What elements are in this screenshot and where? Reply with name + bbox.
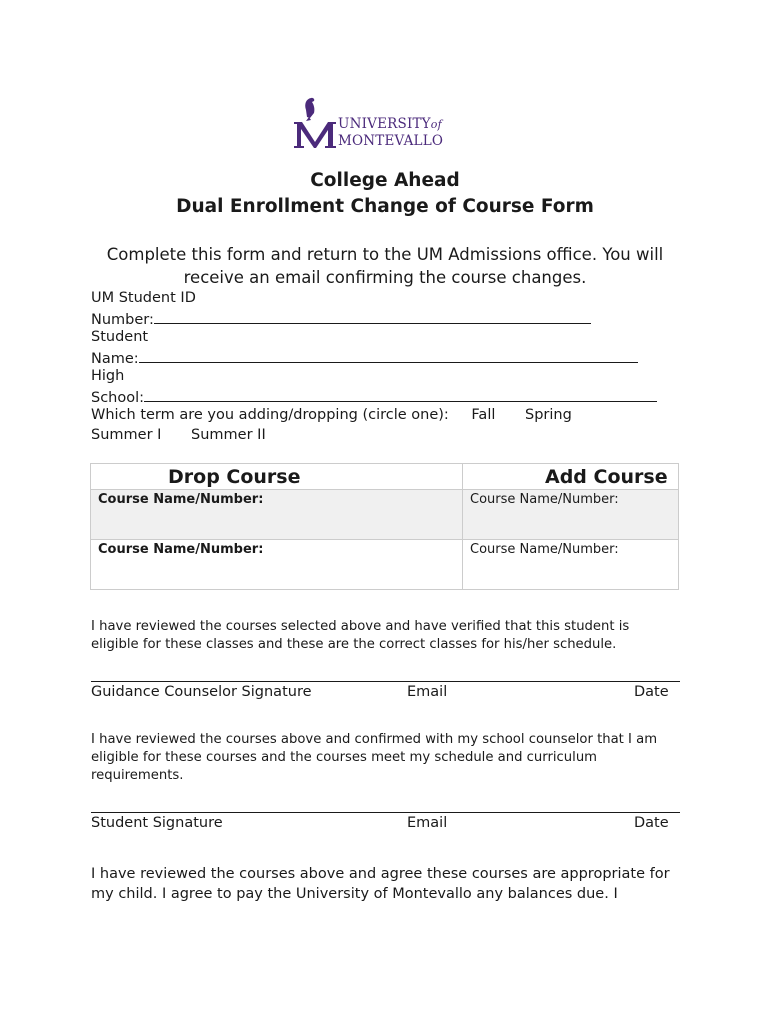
course-change-table (90, 463, 679, 590)
student-id-field (91, 289, 591, 330)
student-name-field (91, 328, 638, 369)
term-option-summer-1[interactable]: Summer I (91, 426, 162, 443)
high-school-label-2: School: (91, 389, 145, 406)
add-course-header: Add Course (463, 464, 679, 490)
parent-statement: I have reviewed the courses above and agree these courses are appropriate for my child. I agree to pay the University of Montevallo any balances due. I (91, 866, 670, 902)
intro-text: Complete this form and return to the UM Admissions office. You will receive an email confirming the course changes. (106, 245, 664, 287)
term-option-summer-2[interactable]: Summer II (191, 426, 266, 443)
student-id-input-line[interactable] (154, 309, 591, 324)
add-course-label: Course Name/Number: (470, 492, 619, 507)
drop-course-label: Course Name/Number: (98, 542, 264, 557)
term-selection (91, 406, 572, 445)
student-name-label-2: Name: (91, 350, 139, 367)
university-logo (292, 96, 472, 152)
student-signature-line[interactable] (91, 812, 680, 813)
counselor-signature-line[interactable] (91, 681, 680, 682)
student-id-label-1: UM Student ID (91, 290, 196, 306)
student-name-input-line[interactable] (139, 348, 638, 363)
logo-wordmark (338, 116, 443, 149)
counselor-date-label: Date (634, 684, 669, 700)
drop-course-cell-1[interactable] (91, 490, 463, 540)
drop-course-label: Course Name/Number: (98, 492, 264, 507)
high-school-input-line[interactable] (144, 387, 657, 402)
counselor-statement: I have reviewed the courses selected above and have verified that this student is eligible for these classes and these are the correct classes for his/her schedule. (91, 619, 630, 652)
logo-line-2: MONTEVALLO (338, 133, 444, 149)
student-date-label: Date (634, 815, 669, 831)
term-option-spring[interactable]: Spring (524, 407, 572, 423)
term-question: Which term are you adding/dropping (circle one): (91, 407, 449, 423)
high-school-field (91, 367, 657, 408)
logo-line-1: UNIVERSITY (338, 116, 431, 132)
counselor-email-label: Email (407, 684, 448, 700)
high-school-label-1: High (91, 368, 125, 384)
student-id-label-2: Number: (91, 311, 154, 328)
table-row (91, 540, 679, 590)
form-title-line-1: College Ahead (310, 170, 460, 191)
drop-course-cell-2[interactable] (91, 540, 463, 590)
add-course-label: Course Name/Number: (470, 542, 619, 557)
student-email-label: Email (407, 815, 448, 831)
student-signature-label: Student Signature (91, 815, 223, 831)
drop-course-header: Drop Course (91, 464, 463, 490)
logo-line-1-suffix: of (430, 118, 442, 131)
add-course-cell-1[interactable] (463, 490, 679, 540)
bird-m-logo-icon (292, 96, 338, 152)
student-statement: I have reviewed the courses above and confirmed with my school counselor that I am eligible for these courses and the courses meet my schedule and curriculum requirements. (91, 732, 658, 783)
student-name-label-1: Student (91, 329, 149, 345)
add-course-cell-2[interactable] (463, 540, 679, 590)
term-option-fall[interactable]: Fall (471, 407, 496, 423)
table-row (91, 490, 679, 540)
form-title-line-2: Dual Enrollment Change of Course Form (176, 196, 594, 217)
counselor-signature-label: Guidance Counselor Signature (91, 684, 312, 700)
